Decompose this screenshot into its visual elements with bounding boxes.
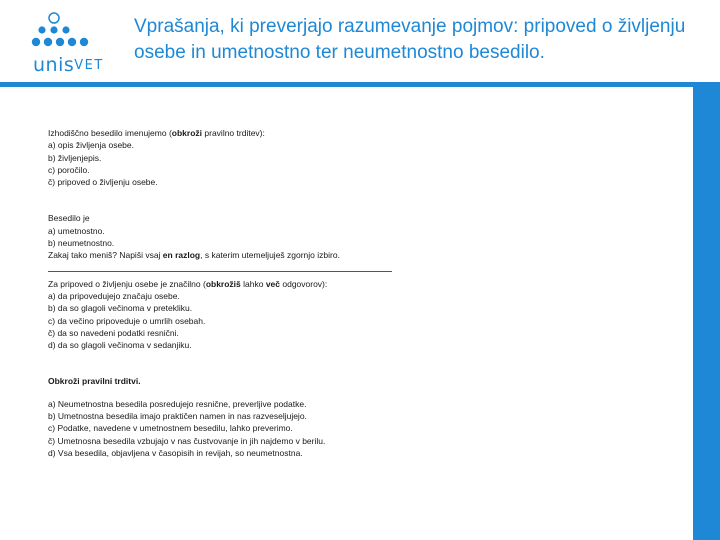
q2-option-a[interactable]: a) umetnostno. [48,225,105,236]
q2-why-prompt: Zakaj tako meniš? Napiši vsaj en razlog, s katerim utemeljuješ zgornjo izbiro. [48,250,340,261]
q2-prompt: Besedilo je [48,213,90,224]
q3-prompt: Za pripoved o življenju osebe je značilno (obkrožiš lahko več odgovorov): [48,278,328,289]
q4-option-d[interactable]: d) Vsa besedila, objavljena v časopisih in revijah, so neumetnostna. [48,447,303,458]
q3-option-a[interactable]: a) da pripovedujejo značaju osebe. [48,290,180,301]
logo-text: unisVET [33,54,104,76]
q1-option-b[interactable]: b) življenjepis. [48,152,102,163]
q1-option-c[interactable]: c) poročilo. [48,164,90,175]
q1-option-cc[interactable]: č) pripoved o življenju osebe. [48,177,158,188]
q4-option-b[interactable]: b) Umetnostna besedila imajo praktičen namen in nas razveseljujejo. [48,411,307,422]
answer-line[interactable] [48,271,392,272]
unisvet-logo [28,10,138,76]
page-title: Vprašanja, ki preverjajo razumevanje pojmov: pripoved o življenju osebe in umetnostno ter neumetnostno besedilo. [134,16,686,63]
worksheet-card [0,87,693,540]
q3-option-b[interactable]: b) da so glagoli večinoma v pretekliku. [48,303,193,314]
header [0,0,720,82]
q4-option-a[interactable]: a) Neumetnostna besedila posredujejo resnične, preverljive podatke. [48,398,307,409]
q3-option-d[interactable]: d) da so glagoli večinoma v sedanjiku. [48,340,192,351]
q3-option-cc[interactable]: č) da so navedeni podatki resnični. [48,327,179,338]
worksheet-content [48,127,688,459]
dots-logo-icon [28,10,138,56]
q1-prompt: Izhodiščno besedilo imenujemo (obkroži pravilno trditev): [48,128,265,138]
q2-option-b[interactable]: b) neumetnostno. [48,238,115,249]
q4-option-c[interactable]: c) Podatke, navedene v umetnostnem besedilu, lahko preverimo. [48,423,293,434]
q4-prompt: Obkroži pravilni trditvi. [48,376,141,387]
q3-option-c[interactable]: c) da večino pripoveduje o umrlih osebah. [48,315,206,326]
q1-option-a[interactable]: a) opis življenja osebe. [48,140,134,151]
q4-option-cc[interactable]: č) Umetnosna besedila vzbujajo v nas čustvovanje in jih najdemo v berilu. [48,435,326,446]
